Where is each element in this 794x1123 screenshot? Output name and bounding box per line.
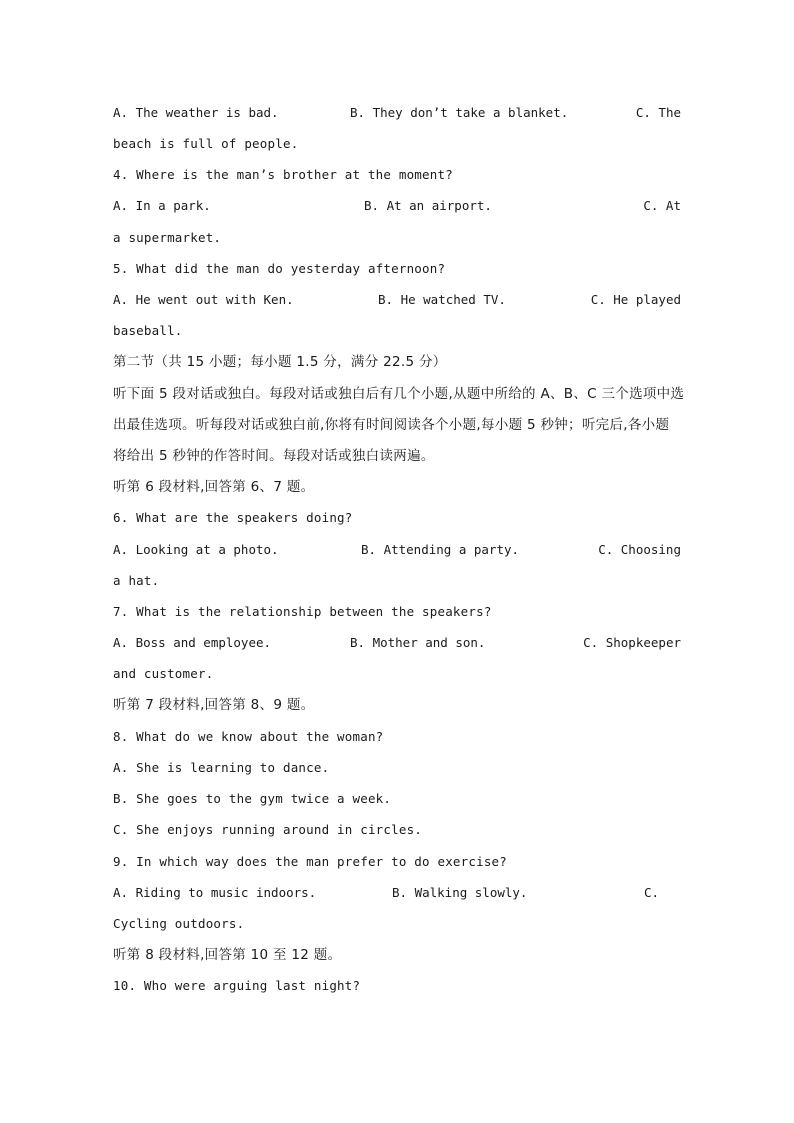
q6-option-c-continued: a hat. xyxy=(113,573,160,588)
material-6-heading: 听第 6 段材料,回答第 6、7 题。 xyxy=(113,479,315,495)
q9-option-c-continued: Cycling outdoors. xyxy=(113,916,245,931)
q7-options-row xyxy=(113,633,681,653)
q9-options-row xyxy=(113,883,681,903)
q6-options-row xyxy=(113,540,681,560)
q5-options-row xyxy=(113,290,681,310)
question-8: 8. What do we know about the woman? xyxy=(113,729,384,744)
instructions-line-3: 将给出 5 秒钟的作答时间。每段对话或独白读两遍。 xyxy=(113,448,435,464)
material-7-heading: 听第 7 段材料,回答第 8、9 题。 xyxy=(113,697,315,713)
q7-option-c-continued: and customer. xyxy=(113,666,214,681)
q3-option-b: B. They don’t take a blanket. xyxy=(350,105,569,120)
q6-option-c: C. Choosing xyxy=(598,542,681,557)
q4-option-a: A. In a park. xyxy=(113,198,211,213)
q4-option-c: C. At xyxy=(643,198,681,213)
q4-option-c-continued: a supermarket. xyxy=(113,230,222,245)
instructions-line-2: 出最佳选项。听每段对话或独白前,你将有时间阅读各个小题,每小题 5 秒钟；听完后,各小题 xyxy=(113,417,670,433)
q5-option-a: A. He went out with Ken. xyxy=(113,292,294,307)
q8-option-b: B. She goes to the gym twice a week. xyxy=(113,791,392,806)
q6-option-b: B. Attending a party. xyxy=(361,542,520,557)
q5-option-c: C. He played xyxy=(590,292,681,307)
question-4: 4. Where is the man’s brother at the moment? xyxy=(113,167,453,182)
q3-option-c: C. The xyxy=(635,105,681,120)
q7-option-b: B. Mother and son. xyxy=(350,635,486,650)
q3-option-a: A. The weather is bad. xyxy=(113,105,279,120)
q7-option-c: C. Shopkeeper xyxy=(583,635,681,650)
q9-option-b: B. Walking slowly. xyxy=(392,885,528,900)
question-7: 7. What is the relationship between the speakers? xyxy=(113,604,492,619)
q5-option-b: B. He watched TV. xyxy=(378,292,506,307)
q9-option-a: A. Riding to music indoors. xyxy=(113,885,317,900)
q4-option-b: B. At an airport. xyxy=(364,198,492,213)
q9-option-c: C. xyxy=(644,885,660,900)
q3-options-row xyxy=(113,103,681,123)
instructions-line-1: 听下面 5 段对话或独白。每段对话或独白后有几个小题,从题中所给的 A、B、C 三个选项中选 xyxy=(113,386,685,402)
q8-option-c: C. She enjoys running around in circles. xyxy=(113,822,423,837)
q4-options-row xyxy=(113,196,681,216)
q5-option-c-continued: baseball. xyxy=(113,323,183,338)
material-8-heading: 听第 8 段材料,回答第 10 至 12 题。 xyxy=(113,947,342,963)
question-9: 9. In which way does the man prefer to do exercise? xyxy=(113,854,508,869)
question-6: 6. What are the speakers doing? xyxy=(113,510,353,525)
q8-option-a: A. She is learning to dance. xyxy=(113,760,330,775)
q6-option-a: A. Looking at a photo. xyxy=(113,542,279,557)
question-10: 10. Who were arguing last night? xyxy=(113,978,361,993)
section-2-title: 第二节（共 15 小题；每小题 1.5 分，满分 22.5 分） xyxy=(113,354,447,370)
q7-option-a: A. Boss and employee. xyxy=(113,635,272,650)
q3-option-c-continued: beach is full of people. xyxy=(113,136,299,151)
question-5: 5. What did the man do yesterday afternoon? xyxy=(113,261,446,276)
